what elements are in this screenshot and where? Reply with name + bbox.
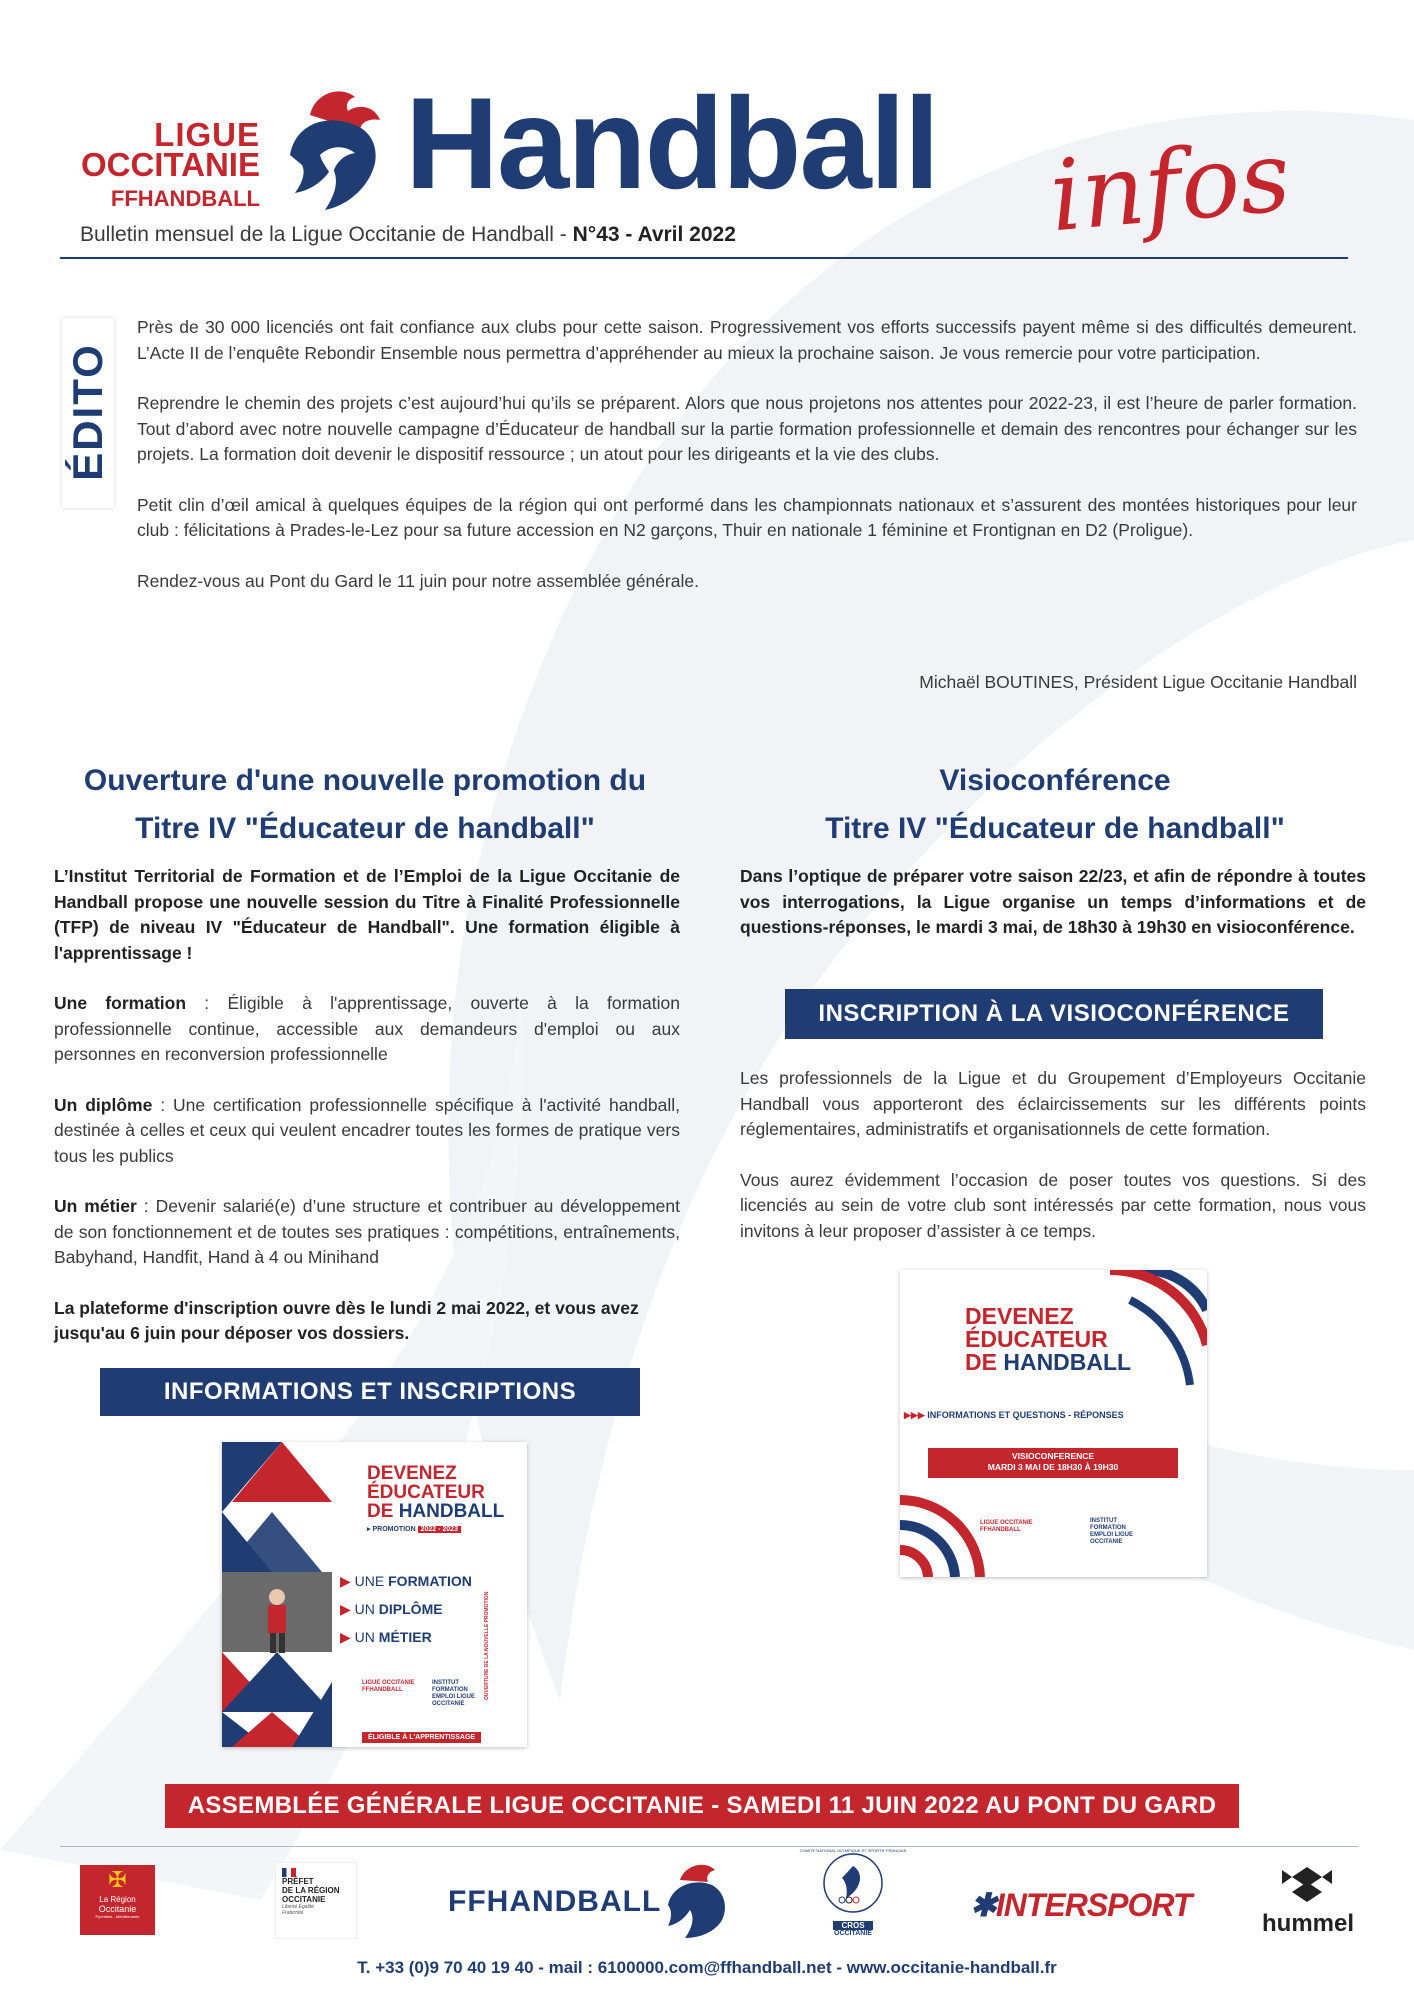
poster-educateur: ÉDUCATEUR <box>965 1326 1108 1352</box>
intersport-star-icon: ✱ <box>970 1887 996 1923</box>
prefet-logo <box>275 1862 357 1939</box>
prefet-motto: Liberté Égalité Fraternité <box>282 1904 314 1916</box>
edito-label: ÉDITO <box>64 343 111 481</box>
left-intro: L’Institut Territorial de Formation et de l’Emploi de la Ligue Occitanie de Handball propose une nouvelle session du Titre à Finalité Professionnelle (TFP) de niveau IV "Éducateur de Handball". Une formation éligible à l'apprentissage ! <box>54 866 680 963</box>
right-title-line1: Visioconférence <box>939 764 1171 797</box>
bulletin-subtitle <box>80 223 736 247</box>
poster-info-text: INFORMATIONS ET QUESTIONS - RÉPONSES <box>927 1410 1124 1420</box>
intersport-logo <box>970 1886 1191 1924</box>
bullet-a: UN <box>354 1629 379 1645</box>
prefet-line3: OCCITANIE <box>282 1895 326 1904</box>
left-body <box>54 864 680 1372</box>
hummel-text: hummel <box>1262 1910 1355 1937</box>
bullet-b: DIPLÔME <box>378 1601 443 1617</box>
footer-divider <box>60 1846 1358 1847</box>
poster-educateur: ÉDUCATEUR <box>367 1482 485 1503</box>
edito-signature: Michaël BOUTINES, Président Ligue Occitanie Handball <box>919 672 1357 692</box>
bullet-b: FORMATION <box>388 1573 472 1589</box>
cros-emblem-icon <box>822 1852 884 1914</box>
poster-badge: ÉLIGIBLE À L'APPRENTISSAGE <box>362 1732 481 1743</box>
informations-inscriptions-button[interactable]: INFORMATIONS ET INSCRIPTIONS <box>100 1368 640 1416</box>
left-title-line2: Titre IV "Éducateur de handball" <box>135 812 595 845</box>
occitanie-text: OCCITANIE <box>80 146 260 183</box>
bulletin-prefix: Bulletin mensuel de la Ligue Occitanie de Handball - <box>80 223 573 246</box>
hummel-bee-icon <box>1277 1862 1337 1907</box>
left-title-line1: Ouverture d'une nouvelle promotion du <box>83 764 647 797</box>
right-paragraph: Les professionnels de la Ligue et du Groupement d’Employeurs Occitanie Handball vous apporteront des éclaircissements sur les différents points réglementaires, administratifs et organisationnels de cette formation. <box>740 1068 1366 1139</box>
visio-line2: MARDI 3 MAI DE 18H30 À 19H30 <box>987 1462 1119 1472</box>
right-title-line2: Titre IV "Éducateur de handball" <box>825 812 1285 845</box>
left-item-metier <box>54 1194 680 1271</box>
ffhandball-logo-text: FFHANDBALL <box>448 1885 662 1918</box>
item-label: Un métier <box>54 1196 137 1216</box>
edito-text <box>137 315 1357 619</box>
edito-label-box <box>62 318 114 508</box>
edito-paragraph: Reprendre le chemin des projets c’est aujourd’hui qu’ils se préparent. Alors que nous projetons nos attentes pour 2022-23, il est l’heure de parler formation. Tout d’abord avec notre nouvelle campagne d’Éducateur de handball sur la partie formation professionnelle et demain des rencontres pour échanger sur les projets. La formation doit devenir le dispositif ressource ; un atout pour les dirigeants et la vie des clubs. <box>137 393 1357 464</box>
poster-promo: ▸ PROMOTION 2022 - 2023 <box>367 1525 461 1533</box>
item-text: : Éligible à l'apprentissage, ouverte à la formation professionnelle continue, accessible aux demandeurs d'emploi ou aux personnes en reconversion professionnelle <box>54 993 680 1064</box>
edito-paragraph: Petit clin d’œil amical à quelques équipes de la région qui ont performé dans les championnats nationaux et s’assurent des montées historiques pour leur club : félicitations à Prades-le-Lez pour sa future accession en N2 garçons, Thuir en nationale 1 féminine et Frontignan en D2 (Proligue). <box>137 494 1357 540</box>
region-line2: Occitanie <box>98 1904 137 1914</box>
region-line3: Pyrénées - Méditerranée <box>95 1914 140 1919</box>
item-text: : Une certification professionnelle spécifique à l'activité handball, destinée à celles et ceux qui veulent encadrer toutes les formes de pratique vers tous les publics <box>54 1094 680 1166</box>
region-line1: La Région <box>99 1895 136 1904</box>
prefet-line1: PRÉFET <box>282 1877 314 1886</box>
right-body <box>740 1066 1366 1269</box>
educateur-poster[interactable] <box>222 1442 527 1747</box>
ligue-text: LIGUE <box>154 116 260 153</box>
promo-label: PROMOTION <box>372 1526 416 1533</box>
hummel-logo <box>1262 1862 1355 1937</box>
cros-label: CROS <box>833 1921 873 1930</box>
region-occitanie-logo <box>80 1865 155 1935</box>
ffhandball-rooster-icon <box>660 1860 730 1940</box>
poster-logo-ligue: LIGUE OCCITANIE FFHANDBALL <box>980 1520 1033 1533</box>
edito-paragraph: Rendez-vous au Pont du Gard le 11 juin pour notre assemblée générale. <box>137 570 699 591</box>
cros-occitanie-logo <box>799 1848 907 1952</box>
rooster-icon <box>270 85 400 215</box>
ligue-occitanie-logo <box>60 85 400 215</box>
header-divider <box>60 257 1348 259</box>
left-item-formation <box>54 991 680 1068</box>
handball-title: Handball <box>405 70 938 216</box>
flag-icon <box>282 1868 296 1877</box>
item-label: Un diplôme <box>54 1094 153 1115</box>
poster-handball: HANDBALL <box>398 1501 505 1522</box>
ffhandball-text: FFHANDBALL <box>110 186 260 211</box>
edito-paragraph: Près de 30 000 licenciés ont fait confiance aux clubs pour cette saison. Progressivement vos efforts successifs payent même si des difficultés demeurent. L’Acte II de l’enquête Rebondir Ensemble nous permettra d’appréhender au mieux la prochaine saison. Je vous remercie pour votre participation. <box>137 317 1357 363</box>
left-closing: La plateforme d'inscription ouvre dès le lundi 2 mai 2022, et vous avez jusqu'au 6 juin pour déposer vos dossiers. <box>54 1297 639 1343</box>
cros-region: OCCITANIE <box>834 1930 872 1937</box>
bullet-a: UN <box>354 1601 379 1617</box>
infos-script-title: infos <box>1045 119 1295 255</box>
poster-bullets: ▶ UNE FORMATION ▶ UN DIPLÔME ▶ UN MÉTIER <box>340 1573 472 1645</box>
poster-logo-ligue: LIGUE OCCITANIE FFHANDBALL <box>362 1680 415 1693</box>
contact-footer: T. +33 (0)9 70 40 19 40 - mail : 6100000.com@ffhandball.net - www.occitanie-handball.fr <box>357 1958 1057 1977</box>
promo-years: 2022 - 2023 <box>418 1526 461 1533</box>
inscription-visioconference-button[interactable]: INSCRIPTION À LA VISIOCONFÉRENCE <box>785 989 1323 1039</box>
intersport-text: INTERSPORT <box>995 1887 1192 1923</box>
poster-info: ▶▶▶ INFORMATIONS ET QUESTIONS - RÉPONSES <box>904 1410 1124 1420</box>
poster-handball: HANDBALL <box>1003 1349 1132 1375</box>
left-title <box>50 757 680 853</box>
assemblee-generale-banner[interactable]: ASSEMBLÉE GÉNÉRALE LIGUE OCCITANIE - SAMEDI 11 JUIN 2022 AU PONT DU GARD <box>165 1784 1239 1828</box>
poster-visio-box <box>928 1448 1178 1478</box>
right-title <box>740 757 1370 853</box>
poster-side-text: OUVERTURE DE LA NOUVELLE PROMOTION <box>484 1591 490 1700</box>
bullet-b: MÉTIER <box>378 1629 432 1645</box>
visio-line1: VISIOCONFERENCE <box>1011 1451 1095 1461</box>
right-intro-block <box>740 864 1366 966</box>
poster-logo-institut: INSTITUT FORMATION EMPLOI LIGUE OCCITANIE <box>1090 1518 1134 1545</box>
item-label: Une formation <box>54 993 187 1013</box>
poster-logo-institut: INSTITUT FORMATION EMPLOI LIGUE OCCITANIE <box>432 1680 476 1707</box>
prefet-line2: DE LA RÉGION <box>282 1886 340 1895</box>
bulletin-issue: N°43 - Avril 2022 <box>572 223 736 246</box>
poster-devenez: DEVENEZ <box>965 1303 1074 1329</box>
visioconference-poster[interactable] <box>900 1270 1207 1577</box>
right-intro: Dans l’optique de préparer votre saison 22/23, et afin de répondre à toutes vos interrogations, la Ligue organise un temps d’informations et de questions-réponses, le mardi 3 mai, de 18h30 à 19h30 en visioconférence. <box>740 866 1366 937</box>
poster-de: DE <box>367 1501 399 1522</box>
bullet-a: UNE <box>354 1573 389 1589</box>
item-text: : Devenir salarié(e) d’une structure et contribuer au développement de son fonctionnement et de toutes ses pratiques : compétitions, entraînements, Babyhand, Handfit, Hand à 4 ou Minihand <box>54 1196 680 1267</box>
poster-devenez: DEVENEZ <box>367 1463 457 1484</box>
left-item-diplome <box>54 1093 680 1170</box>
cros-ring-text: COMITÉ NATIONAL OLYMPIQUE ET SPORTIF FRANÇAIS <box>799 1848 907 1853</box>
occitan-cross-icon: ✠ <box>108 1867 127 1892</box>
right-paragraph: Vous aurez évidemment l’occasion de poser toutes vos questions. Si des licenciés au sein de votre club sont intéressés par cette formation, nous vous invitons à leur proposer d’assister à ce temps. <box>740 1169 1366 1241</box>
poster-de: DE <box>965 1349 1004 1375</box>
